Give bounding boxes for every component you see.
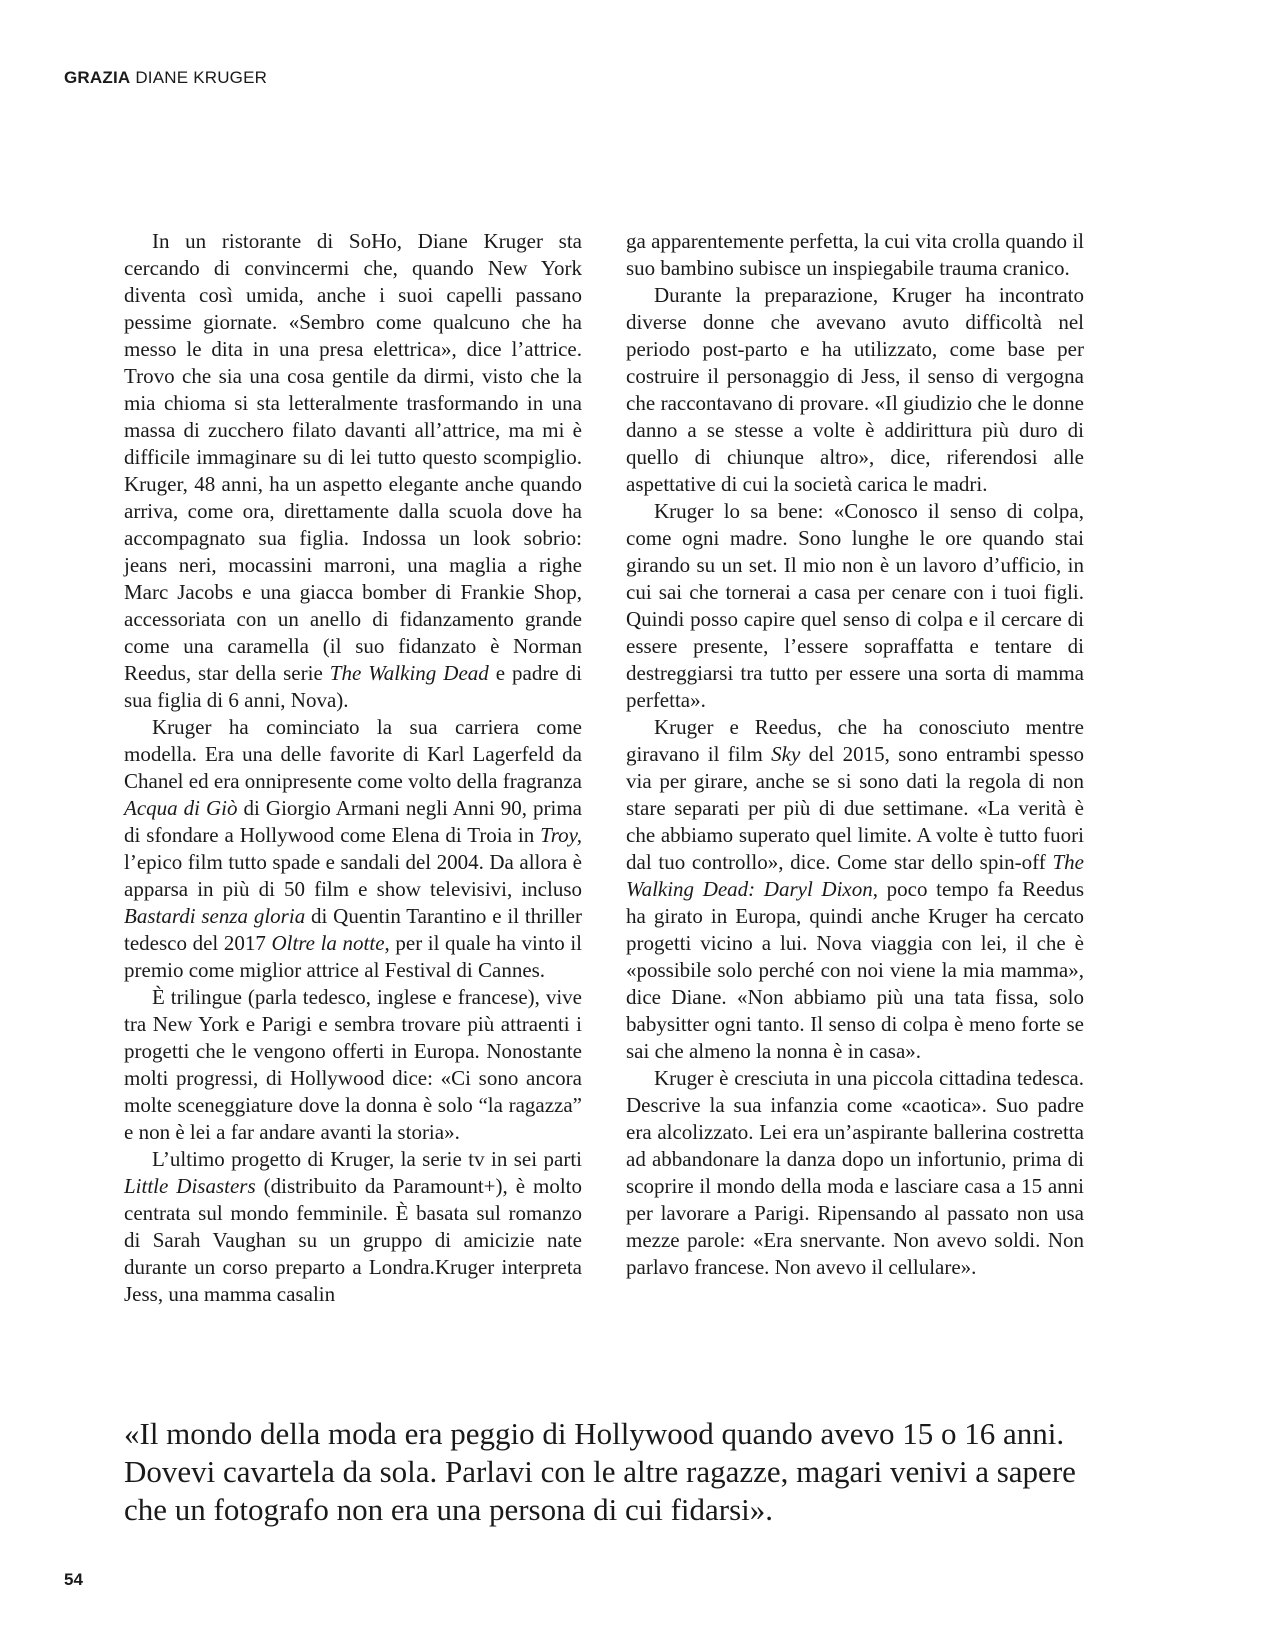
page-number: 54 — [64, 1570, 83, 1589]
italic-title: Sky — [771, 742, 801, 766]
right-column — [626, 228, 1084, 1408]
text-run: In un ristorante di SoHo, Diane Kruger sta cercando di convincermi che, quando New York diventa così umida, anche i suoi capelli passano pessime giornate. «Sembro come qualcuno che ha messo le dita in una presa elettrica», dice l’attrice. Trovo che sia una cosa gentile da dirmi, visto che la mia chioma si sta letteralmente trasformando in una massa di zucchero filato davanti all’attrice, ma mi è difficile immaginare su di lei tutto questo scompiglio. Kruger, 48 anni, ha un aspetto elegante anche quando arriva, come ora, direttamente dalla scuola dove ha accompagnato sua figlia. Indossa un look sobrio: jeans neri, mocassini marroni, una maglia a righe Marc Jacobs e una giacca bomber di Frankie Shop, accessoriata con un anello di fidanzamento grande come una caramella (il suo fidanzato è Norman Reedus, star della serie — [124, 229, 582, 685]
italic-title: The Walking Dead: Daryl Dixon — [626, 850, 1084, 901]
paragraph: È trilingue (parla tedesco, inglese e francese), vive tra New York e Parigi e sembra trovare più attraenti i progetti che le vengono offerti in Europa. Nonostante molti progressi, di Hollywood dice: «Ci sono ancora molte sceneggiature dove la donna è solo “la ragazza” e non è lei a far andare avanti la storia». — [124, 985, 582, 1144]
pull-quote: «Il mondo della moda era peggio di Hollywood quando avevo 15 o 16 anni. Dovevi cavartela da sola. Parlavi con le altre ragazze, magari venivi a sapere che un fotografo non era una persona di cui fidarsi». — [124, 1416, 1076, 1527]
text-run: , poco tempo fa Reedus ha girato in Europa, quindi anche Kruger ha cercato progetti vicino a lui. Nova viaggia con lei, il che è «possibile solo perché con noi viene la mia mamma», dice Diane. «Non abbiamo più una tata fissa, solo babysitter ogni tanto. Il senso di colpa è meno forte se sai che almeno la nonna è in casa». — [626, 877, 1084, 1063]
paragraph — [124, 228, 582, 714]
text-run: di Quentin Tarantino e il thriller tedesco del 2017 — [124, 904, 582, 955]
italic-title: Oltre la notte — [271, 931, 385, 955]
left-column — [124, 228, 582, 1408]
paragraph-continued: ga apparentemente perfetta, la cui vita crolla quando il suo bambino subisce un inspiegabile trauma cranico. — [626, 229, 1084, 280]
paragraph — [626, 714, 1084, 1065]
article-body — [124, 228, 1084, 1408]
italic-title: Bastardi senza gloria — [124, 904, 306, 928]
text-run: l’epico film tutto spade e sandali del 2004. Da allora è apparsa in più di 50 film e show televisivi, incluso — [124, 850, 582, 901]
italic-title: Troy, — [540, 823, 582, 847]
text-run: di Giorgio Armani negli Anni 90, prima di sfondare a Hollywood come Elena di Troia in — [124, 796, 583, 847]
text-run: e padre di sua figlia di 6 anni, Nova). — [124, 661, 582, 712]
paragraph: Kruger lo sa bene: «Conosco il senso di colpa, come ogni madre. Sono lunghe le ore quando stai girando su un set. Il mio non è un lavoro d’ufficio, in cui sai che tornerai a casa per cenare con i tuoi figli. Quindi posso capire quel senso di colpa e il cercare di essere presente, l’essere sopraffatta e tentare di destreggiarsi tra tutto per essere una sorta di mamma perfetta». — [626, 499, 1084, 712]
magazine-name: GRAZIA — [64, 68, 131, 87]
paragraph: Durante la preparazione, Kruger ha incontrato diverse donne che avevano avuto difficoltà nel periodo post-parto e ha utilizzato, come base per costruire il personaggio di Jess, il senso di vergogna che raccontavano di provare. «Il giudizio che le donne danno a se stesse a volte è addirittura più duro di quello di chiunque altro», dice, riferendosi alle aspettative di cui la società carica le madri. — [626, 283, 1084, 496]
text-run: , per il quale ha vinto il premio come miglior attrice al Festival di Cannes. — [124, 931, 582, 982]
italic-title: The Walking Dead — [329, 661, 489, 685]
text-run: L’ultimo progetto di Kruger, la serie tv in sei parti — [152, 1147, 582, 1171]
italic-title: Little Disasters — [124, 1174, 256, 1198]
paragraph: Kruger è cresciuta in una piccola cittadina tedesca. Descrive la sua infanzia come «caotica». Suo padre era alcolizzato. Lei era un’aspirante ballerina costretta ad abbandonare la danza dopo un infortunio, prima di scoprire il mondo della moda e lasciare casa a 15 anni per lavorare a Parigi. Ripensando al passato non usa mezze parole: «Era snervante. Non avevo soldi. Non parlavo francese. Non avevo il cellulare». — [626, 1066, 1084, 1279]
paragraph — [124, 714, 582, 984]
italic-title: Acqua di Giò — [124, 796, 238, 820]
running-header — [64, 68, 267, 88]
text-run: del 2015, sono entrambi spesso via per girare, anche se si sono dati la regola di non stare separati per più di due settimane. «La verità è che abbiamo superato quel limite. A volte è tutto fuori dal tuo controllo», dice. Come star dello spin-off — [626, 742, 1084, 874]
article-subject: DIANE KRUGER — [135, 68, 268, 87]
text-run: Kruger ha cominciato la sua carriera come modella. Era una delle favorite di Karl Lagerfeld da Chanel ed era onnipresente come volto della fragranza — [124, 715, 582, 793]
paragraph — [124, 1146, 582, 1308]
text-run: (distribuito da Paramount+), è molto centrata sul mondo femminile. È basata sul romanzo di Sarah Vaughan su un gruppo di amicizie nate durante un corso preparto a Londra.Kruger interpreta Jess, una mamma casalin — [124, 1174, 583, 1306]
text-run: Kruger e Reedus, che ha conosciuto mentre giravano il film — [626, 715, 1084, 766]
